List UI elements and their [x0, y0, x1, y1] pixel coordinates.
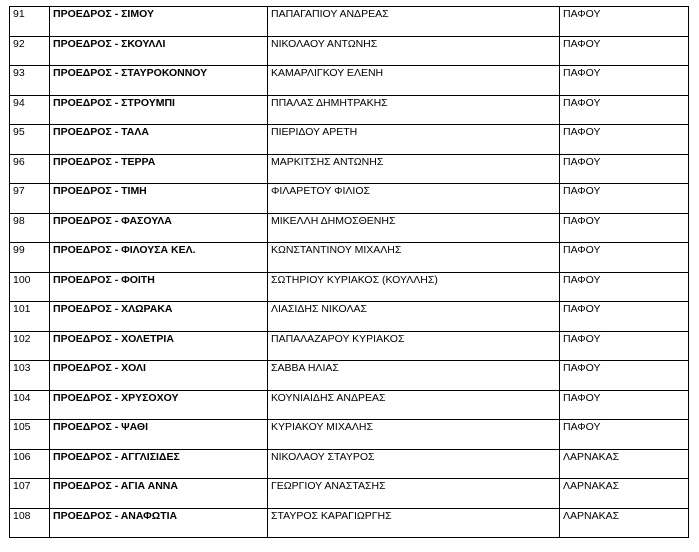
table-row — [10, 331, 689, 361]
row-name: ΚΟΥΝΙΑΙΔΗΣ ΑΝΔΡΕΑΣ — [268, 390, 560, 420]
row-number: 94 — [10, 95, 50, 125]
row-district: ΠΑΦΟΥ — [560, 7, 689, 37]
row-district: ΠΑΦΟΥ — [560, 302, 689, 332]
row-district: ΠΑΦΟΥ — [560, 243, 689, 273]
row-name: ΣΩΤΗΡΙΟΥ ΚΥΡΙΑΚΟΣ (ΚΟΥΛΛΗΣ) — [268, 272, 560, 302]
row-name: ΠΑΠΑΓΑΠΙΟΥ ΑΝΔΡΕΑΣ — [268, 7, 560, 37]
row-title: ΠΡΟΕΔΡΟΣ - ΦΙΛΟΥΣΑ ΚΕΛ. — [50, 243, 268, 273]
row-number: 95 — [10, 125, 50, 155]
row-district: ΠΑΦΟΥ — [560, 154, 689, 184]
row-name: ΝΙΚΟΛΑΟΥ ΣΤΑΥΡΟΣ — [268, 449, 560, 479]
table-row — [10, 213, 689, 243]
row-title: ΠΡΟΕΔΡΟΣ - ΣΙΜΟΥ — [50, 7, 268, 37]
row-district: ΛΑΡΝΑΚΑΣ — [560, 449, 689, 479]
row-district: ΠΑΦΟΥ — [560, 390, 689, 420]
officials-table — [9, 6, 689, 538]
row-district: ΛΑΡΝΑΚΑΣ — [560, 479, 689, 509]
officials-table-body — [10, 7, 689, 538]
row-district: ΠΑΦΟΥ — [560, 213, 689, 243]
row-title: ΠΡΟΕΔΡΟΣ - ΧΟΛΙ — [50, 361, 268, 391]
row-title: ΠΡΟΕΔΡΟΣ - ΑΓΓΛΙΣΙΔΕΣ — [50, 449, 268, 479]
table-row — [10, 302, 689, 332]
row-number: 96 — [10, 154, 50, 184]
row-title: ΠΡΟΕΔΡΟΣ - ΤΑΛΑ — [50, 125, 268, 155]
row-number: 103 — [10, 361, 50, 391]
row-title: ΠΡΟΕΔΡΟΣ - ΣΚΟΥΛΛΙ — [50, 36, 268, 66]
row-title: ΠΡΟΕΔΡΟΣ - ΑΝΑΦΩΤΙΑ — [50, 508, 268, 538]
row-number: 93 — [10, 66, 50, 96]
row-number: 98 — [10, 213, 50, 243]
row-name: ΣΑΒΒΑ ΗΛΙΑΣ — [268, 361, 560, 391]
row-district: ΠΑΦΟΥ — [560, 331, 689, 361]
table-row — [10, 390, 689, 420]
table-row — [10, 449, 689, 479]
row-number: 107 — [10, 479, 50, 509]
row-title: ΠΡΟΕΔΡΟΣ - ΦΑΣΟΥΛΑ — [50, 213, 268, 243]
row-district: ΛΑΡΝΑΚΑΣ — [560, 508, 689, 538]
row-title: ΠΡΟΕΔΡΟΣ - ΦΟΙΤΗ — [50, 272, 268, 302]
row-district: ΠΑΦΟΥ — [560, 125, 689, 155]
row-title: ΠΡΟΕΔΡΟΣ - ΨΑΘΙ — [50, 420, 268, 450]
row-number: 106 — [10, 449, 50, 479]
table-row — [10, 361, 689, 391]
row-number: 91 — [10, 7, 50, 37]
row-name: ΠΑΠΑΛΑΖΑΡΟΥ ΚΥΡΙΑΚΟΣ — [268, 331, 560, 361]
row-number: 100 — [10, 272, 50, 302]
row-district: ΠΑΦΟΥ — [560, 66, 689, 96]
table-row — [10, 154, 689, 184]
row-name: ΚΥΡΙΑΚΟΥ ΜΙΧΑΛΗΣ — [268, 420, 560, 450]
row-district: ΠΑΦΟΥ — [560, 361, 689, 391]
row-number: 101 — [10, 302, 50, 332]
row-title: ΠΡΟΕΔΡΟΣ - ΧΟΛΕΤΡΙΑ — [50, 331, 268, 361]
table-row — [10, 479, 689, 509]
table-row — [10, 125, 689, 155]
table-row — [10, 508, 689, 538]
table-row — [10, 243, 689, 273]
row-title: ΠΡΟΕΔΡΟΣ - ΧΛΩΡΑΚΑ — [50, 302, 268, 332]
row-district: ΠΑΦΟΥ — [560, 272, 689, 302]
row-title: ΠΡΟΕΔΡΟΣ - ΣΤΑΥΡΟΚΟΝΝΟΥ — [50, 66, 268, 96]
row-number: 105 — [10, 420, 50, 450]
table-row — [10, 272, 689, 302]
row-title: ΠΡΟΕΔΡΟΣ - ΤΙΜΗ — [50, 184, 268, 214]
row-name: ΠΙΕΡΙΔΟΥ ΑΡΕΤΗ — [268, 125, 560, 155]
row-name: ΓΕΩΡΓΙΟΥ ΑΝΑΣΤΑΣΗΣ — [268, 479, 560, 509]
row-title: ΠΡΟΕΔΡΟΣ - ΣΤΡΟΥΜΠΙ — [50, 95, 268, 125]
row-number: 102 — [10, 331, 50, 361]
row-name: ΜΑΡΚΙΤΣΗΣ ΑΝΤΩΝΗΣ — [268, 154, 560, 184]
row-number: 108 — [10, 508, 50, 538]
row-number: 104 — [10, 390, 50, 420]
row-title: ΠΡΟΕΔΡΟΣ - ΤΕΡΡΑ — [50, 154, 268, 184]
row-name: ΚΩΝΣΤΑΝΤΙΝΟΥ ΜΙΧΑΛΗΣ — [268, 243, 560, 273]
table-row — [10, 184, 689, 214]
row-district: ΠΑΦΟΥ — [560, 184, 689, 214]
row-number: 92 — [10, 36, 50, 66]
table-row — [10, 66, 689, 96]
row-name: ΛΙΑΣΙΔΗΣ ΝΙΚΟΛΑΣ — [268, 302, 560, 332]
table-row — [10, 95, 689, 125]
table-row — [10, 7, 689, 37]
table-row — [10, 36, 689, 66]
row-name: ΠΠΑΛΑΣ ΔΗΜΗΤΡΑΚΗΣ — [268, 95, 560, 125]
row-title: ΠΡΟΕΔΡΟΣ - ΑΓΙΑ ΑΝΝΑ — [50, 479, 268, 509]
row-name: ΦΙΛΑΡΕΤΟΥ ΦΙΛΙΟΣ — [268, 184, 560, 214]
row-number: 97 — [10, 184, 50, 214]
row-district: ΠΑΦΟΥ — [560, 420, 689, 450]
row-district: ΠΑΦΟΥ — [560, 95, 689, 125]
row-name: ΝΙΚΟΛΑΟΥ ΑΝΤΩΝΗΣ — [268, 36, 560, 66]
table-row — [10, 420, 689, 450]
row-name: ΚΑΜΑΡΛΙΓΚΟΥ ΕΛΕΝΗ — [268, 66, 560, 96]
row-number: 99 — [10, 243, 50, 273]
row-name: ΣΤΑΥΡΟΣ ΚΑΡΑΓΙΩΡΓΗΣ — [268, 508, 560, 538]
row-district: ΠΑΦΟΥ — [560, 36, 689, 66]
row-name: ΜΙΚΕΛΛΗ ΔΗΜΟΣΘΕΝΗΣ — [268, 213, 560, 243]
row-title: ΠΡΟΕΔΡΟΣ - ΧΡΥΣΟΧΟΥ — [50, 390, 268, 420]
